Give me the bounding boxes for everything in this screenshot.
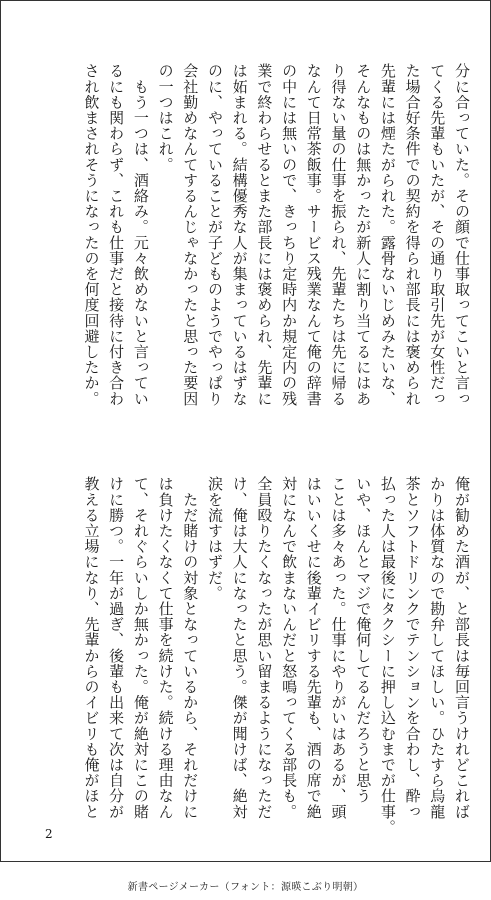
text-line: は妬まれる。結構優秀な人が集まっているはずな xyxy=(230,63,249,407)
text-line: 先輩には煙たがられた。露骨ないじめみたいな、 xyxy=(378,63,397,407)
text-line: もう一つは、酒絡み。元々飲めないと言ってい xyxy=(131,63,150,407)
text-line: なんて日常茶飯事。サービス残業なんて俺の辞書 xyxy=(304,63,323,407)
page-number: 2 xyxy=(45,827,53,841)
text-block-top xyxy=(79,63,474,437)
text-line: の中には無いので、きっちり定時内か規定内の残 xyxy=(280,63,299,407)
text-line: され飲まされそうになったのを何度回避したか。 xyxy=(82,63,101,407)
text-block-bottom xyxy=(79,476,474,852)
text-line: いや、ほんとマジで俺何してるんだろうと思う xyxy=(354,476,373,804)
text-line: り得ない量の仕事を振られ、先輩たちは先に帰る xyxy=(329,63,348,407)
text-line: ことは多々あった。仕事にやりがいはあるが、頭 xyxy=(329,476,348,820)
text-line: のに、やっていることが子どものようでやっぱり xyxy=(205,63,224,407)
text-line: はいいくせに後輩イビリする先輩も、酒の席で絶 xyxy=(304,476,323,820)
text-line: 払った人は最後にタクシーに押し込むまでが仕事。 xyxy=(378,476,397,835)
text-line: の一つはこれ。 xyxy=(156,63,175,173)
text-line: るにも関わらず、これも仕事だと接待に付き合わ xyxy=(107,63,126,407)
text-line: 会社勤めなんてするんじゃなかったと思った要因 xyxy=(181,63,200,407)
text-line: 俺が勧めた酒が、と部長は毎回言うけれどこれば xyxy=(453,476,471,820)
text-line: かりは体質なので勘弁してほしい。ひたすら烏龍 xyxy=(428,476,447,820)
text-line: 教える立場になり、先輩からのイビリも俺がほと xyxy=(82,476,101,820)
text-line: て、それぐらいしか無かった。俺が絶対にこの賭 xyxy=(131,476,150,820)
footer-caption: 新書ページメーカー（フォント：源暎こぶり明朝） xyxy=(127,882,364,893)
text-line: 業で終わらせるとまた部長には褒められ、先輩に xyxy=(255,63,274,407)
text-line: け、俺は大人になったと思う。傑が聞けば、絶対 xyxy=(230,476,249,820)
text-line: 全員殴りたくなったが思い留まるようになっただ xyxy=(255,476,274,820)
text-line: けに勝つ。一年が過ぎ、後輩も出来て次は自分が xyxy=(107,476,126,820)
text-line: そんなものは無かったが新人に割り当てるにはあ xyxy=(354,63,373,407)
text-line: ただ賭けの対象となっているから、それだけに xyxy=(181,476,200,820)
text-line: 涙を流すはずだ。 xyxy=(205,476,224,601)
text-line: 対になんで飲まないんだと怒鳴ってくる部長も。 xyxy=(280,476,299,820)
text-line: 茶とソフトドリンクでテンションを合わし、酔っ xyxy=(403,476,422,820)
text-line: 分に合っていた。その顔で仕事取ってこいと言っ xyxy=(453,63,471,407)
text-line: てくる先輩もいたが、その通り取引先が女性だっ xyxy=(428,63,447,407)
text-line: は負けたくなくて仕事を続けた。続ける理由なん xyxy=(156,476,175,820)
text-line: た場合好条件での契約を得られ部長には褒められ xyxy=(403,63,422,407)
